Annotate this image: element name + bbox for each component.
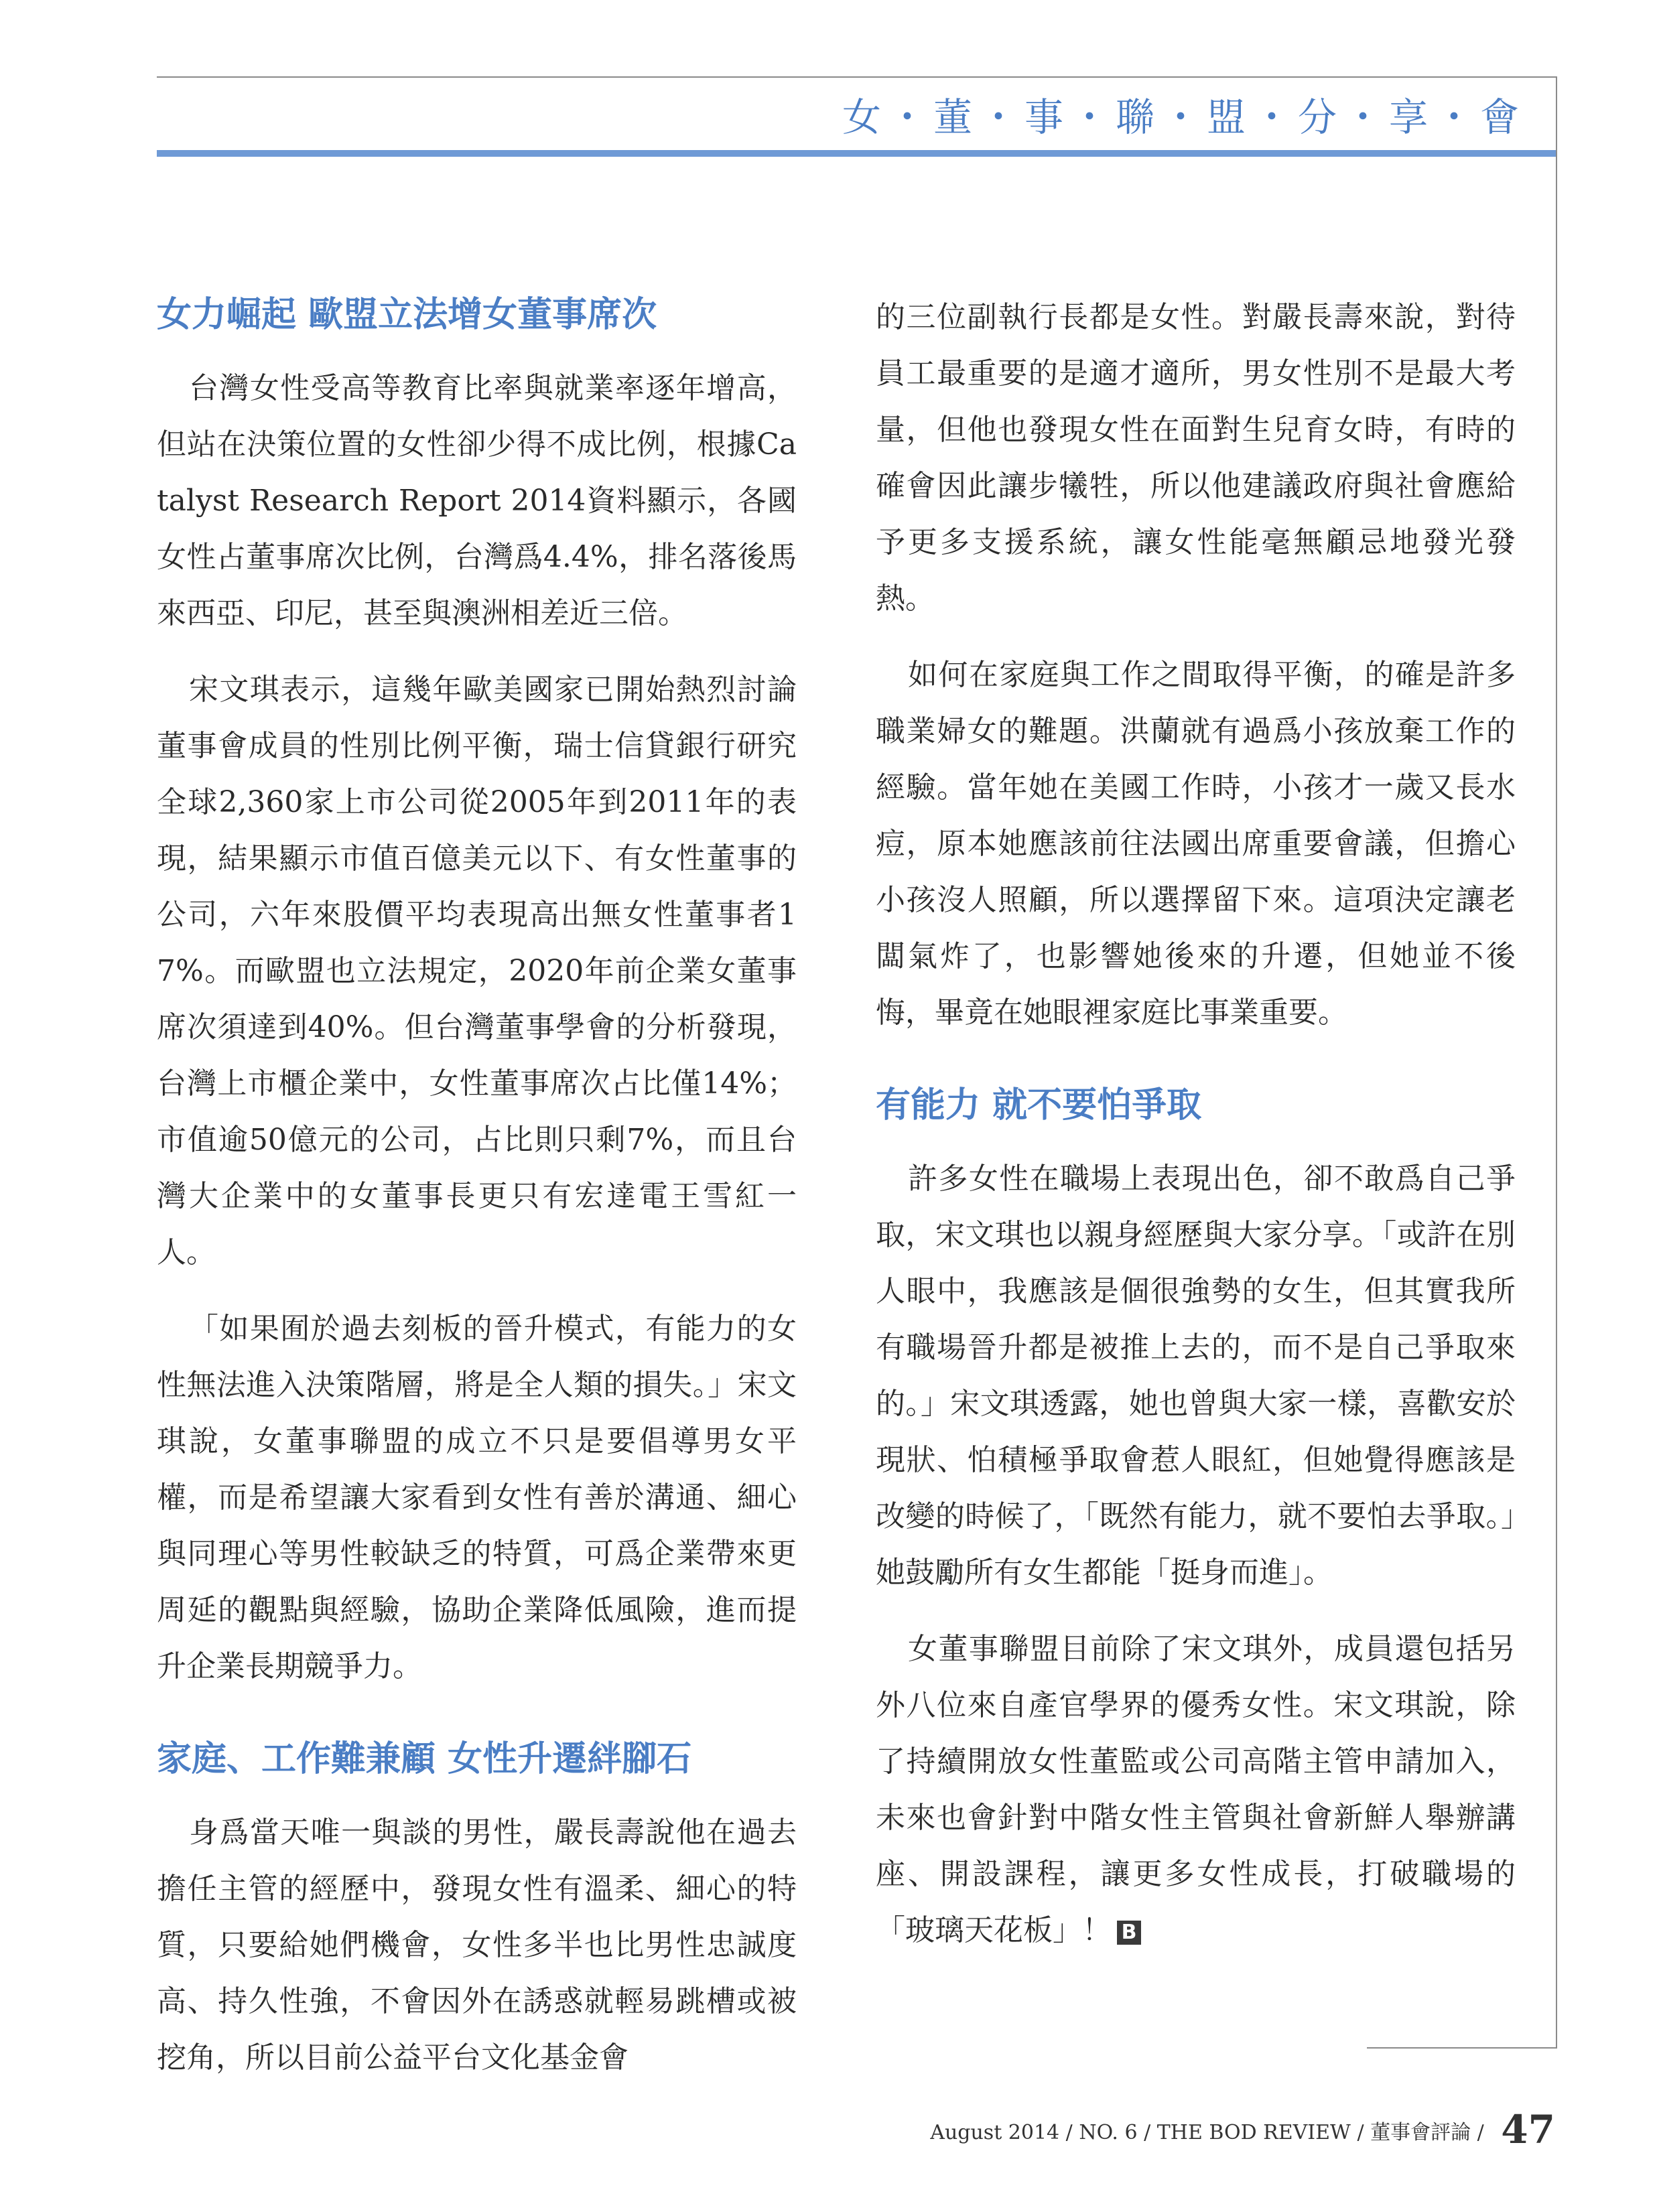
paragraph: 如何在家庭與工作之間取得平衡，的確是許多職業婦女的難題。洪蘭就有過爲小孩放棄工作的經驗。當年她在美國工作時，小孩才一歲又長水痘，原本她應該前往法國出席重要會議，但擔心小孩沒人照顧，所以選擇留下來。這項決定讓老闆氣炸了，也影響她後來的升遷，但她並不後悔，畢竟在她眼裡家庭比事業重要。 [876,658,1516,1030]
page-number: 47 [1501,2107,1555,2152]
footer-separator: / [1137,2121,1157,2144]
footer-separator: / [1350,2121,1371,2144]
paragraph-final [876,1621,1516,1959]
footer-separator: / [1059,2121,1079,2144]
paragraph-continued: 的三位副執行長都是女性。對嚴長壽來說，對待員工最重要的是適才適所，男女性別不是最大考量，但他也發現女性在面對生兒育女時，有時的確會因此讓步犧牲，所以他建議政府與社會應給予更多支援系統，讓女性能毫無顧忌地發光發熱。 [876,300,1516,616]
section-heading-ability: 有能力 就不要怕爭取 [876,1085,1202,1125]
right-column [876,300,1516,1959]
paragraph: 台灣女性受高等教育比率與就業率逐年增高，但站在決策位置的女性卻少得不成比例，根據Catalyst Research Report 2014資料顯示，各國女性占董事席次比例，台灣爲4.4%，排名落後馬來西亞、印尼，甚至與澳洲相差近三倍。 [157,371,797,630]
footer-issue-number: NO. 6 [1079,2121,1138,2144]
paragraph: 許多女性在職場上表現出色，卻不敢爲自己爭取，宋文琪也以親身經歷與大家分享。「或許在別人眼中，我應該是個很強勢的女生，但其實我所有職場晉升都是被推上去的，而不是自己爭取來的。」宋文琪透露，她也曾與大家一樣，喜歡安於現狀、怕積極爭取會惹人眼紅，但她覺得應該是改變的時候了，「既然有能力，就不要怕去爭取。」她鼓勵所有女生都能「挺身而進」。 [876,1162,1516,1590]
footer-magazine-name-zh: 董事會評論 [1370,2121,1471,2144]
frame-right-line [1556,76,1557,2049]
footer-magazine-name: THE BOD REVIEW [1156,2121,1351,2144]
frame-top-line [157,76,1557,78]
section-heading-women-rise: 女力崛起 歐盟立法增女董事席次 [157,295,657,335]
footer-separator: / [1471,2121,1491,2144]
paragraph: 宋文琪表示，這幾年歐美國家已開始熱烈討論董事會成員的性別比例平衡，瑞士信貸銀行研究全球2,360家上市公司從2005年到2011年的表現，結果顯示市值百億美元以下、有女性董事的公司，六年來股價平均表現高出無女性董事者17%。而歐盟也立法規定，2020年前企業女董事席次須達到40%。但台灣董事學會的分析發現，台灣上市櫃企業中，女性董事席次占比僅14%；市值逾50億元的公司，占比則只剩7%，而且台灣大企業中的女董事長更只有宏達電王雪紅一人。 [157,673,797,1269]
section-heading-family-work: 家庭、工作難兼顧 女性升遷絆腳石 [157,1739,692,1779]
end-mark-icon: B [1117,1921,1141,1945]
header-rule [157,150,1556,157]
paragraph-final-text: 女董事聯盟目前除了宋文琪外，成員還包括另外八位來自產官學界的優秀女性。宋文琪說，除了持續開放女性董監或公司高階主管申請加入，未來也會針對中階女性主管與社會新鮮人舉辦講座、開設課程，讓更多女性成長，打破職場的「玻璃天花板」！ [876,1632,1516,1947]
left-column [157,295,797,2086]
frame-bottom-line [1367,2047,1557,2049]
footer-issue-date: August 2014 [930,2121,1060,2144]
page-footer [930,2107,1555,2152]
paragraph: 身爲當天唯一與談的男性，嚴長壽說他在過去擔任主管的經歷中，發現女性有溫柔、細心的特質，只要給她們機會，女性多半也比男性忠誠度高、持久性強，不會因外在誘惑就輕易跳槽或被挖角，所以目前公益平台文化基金會 [157,1815,797,2075]
paragraph: 「如果囿於過去刻板的晉升模式，有能力的女性無法進入決策階層，將是全人類的損失。」宋文琪說，女董事聯盟的成立不只是要倡導男女平權，而是希望讓大家看到女性有善於溝通、細心與同理心等男性較缺乏的特質，可爲企業帶來更周延的觀點與經驗，協助企業降低風險，進而提升企業長期競爭力。 [157,1312,797,1683]
running-header-title: 女・董・事・聯・盟・分・享・會 [842,94,1526,140]
